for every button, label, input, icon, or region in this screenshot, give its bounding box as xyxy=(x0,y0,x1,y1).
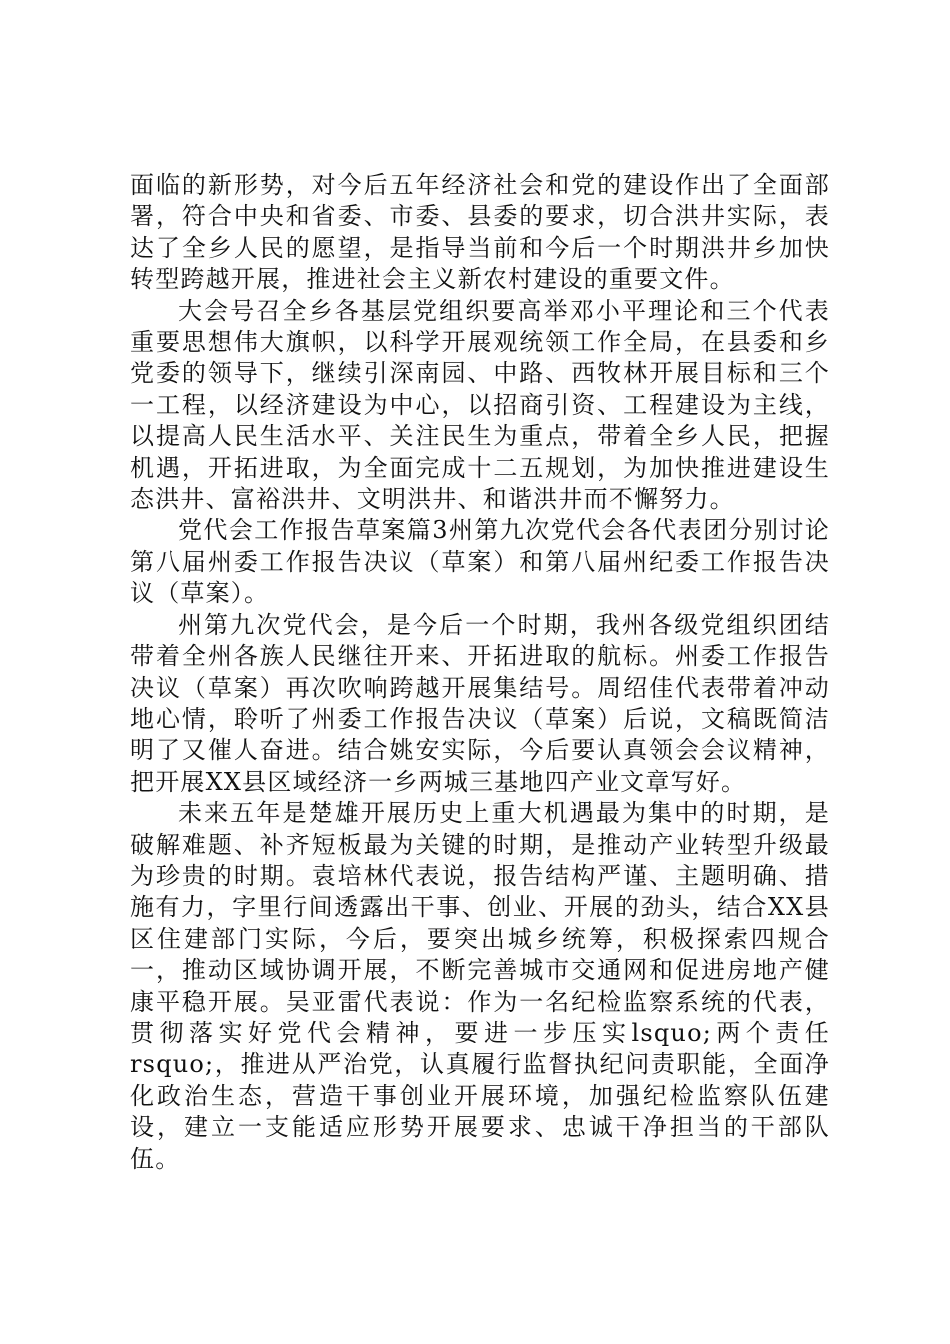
document-body xyxy=(130,170,830,1175)
paragraph-1: 面临的新形势，对今后五年经济社会和党的建设作出了全面部署，符合中央和省委、市委、县委的要求，切合洪井实际，表达了全乡人民的愿望，是指导当前和今后一个时期洪井乡加快转型跨越开展，推进社会主义新农村建设的重要文件。 xyxy=(130,171,830,294)
paragraph-2: 大会号召全乡各基层党组织要高举邓小平理论和三个代表重要思想伟大旗帜，以科学开展观统领工作全局，在县委和乡党委的领导下，继续引深南园、中路、西牧林开展目标和三个一工程，以经济建设为中心，以招商引资、工程建设为主线，以提高人民生活水平、关注民生为重点，带着全乡人民，把握机遇，开拓进取，为全面完成十二五规划，为加快推进建设生态洪井、富裕洪井、文明洪井、和谐洪井而不懈努力。 xyxy=(130,296,830,514)
paragraph-5: 未来五年是楚雄开展历史上重大机遇最为集中的时期，是破解难题、补齐短板最为关键的时期，是推动产业转型升级最为珍贵的时期。袁培林代表说，报告结构严谨、主题明确、措施有力，字里行间透露出干事、创业、开展的劲头，结合XX县区住建部门实际，今后，要突出城乡统筹，积极探索四规合一，推动区域协调开展，不断完善城市交通网和促进房地产健康平稳开展。吴亚雷代表说：作为一名纪检监察系统的代表，贯彻落实好党代会精神，要进一步压实lsquo;两个责任rsquo;，推进从严治党，认真履行监督执纪问责职能，全面净化政治生态，营造干事创业开展环境，加强纪检监察队伍建设，建立一支能适应形势开展要求、忠诚干净担当的干部队伍。 xyxy=(130,799,830,1173)
paragraph-3: 党代会工作报告草案篇3州第九次党代会各代表团分别讨论第八届州委工作报告决议（草案）和第八届州纪委工作报告决议（草案）。 xyxy=(130,516,830,608)
paragraph-4: 州第九次党代会，是今后一个时期，我州各级党组织团结带着全州各族人民继往开来、开拓进取的航标。州委工作报告决议（草案）再次吹响跨越开展集结号。周绍佳代表带着冲动地心情，聆听了州委工作报告决议（草案）后说，文稿既简洁明了又催人奋进。结合姚安实际，今后要认真领会会议精神，把开展XX县区域经济一乡两城三基地四产业文章写好。 xyxy=(130,610,830,796)
